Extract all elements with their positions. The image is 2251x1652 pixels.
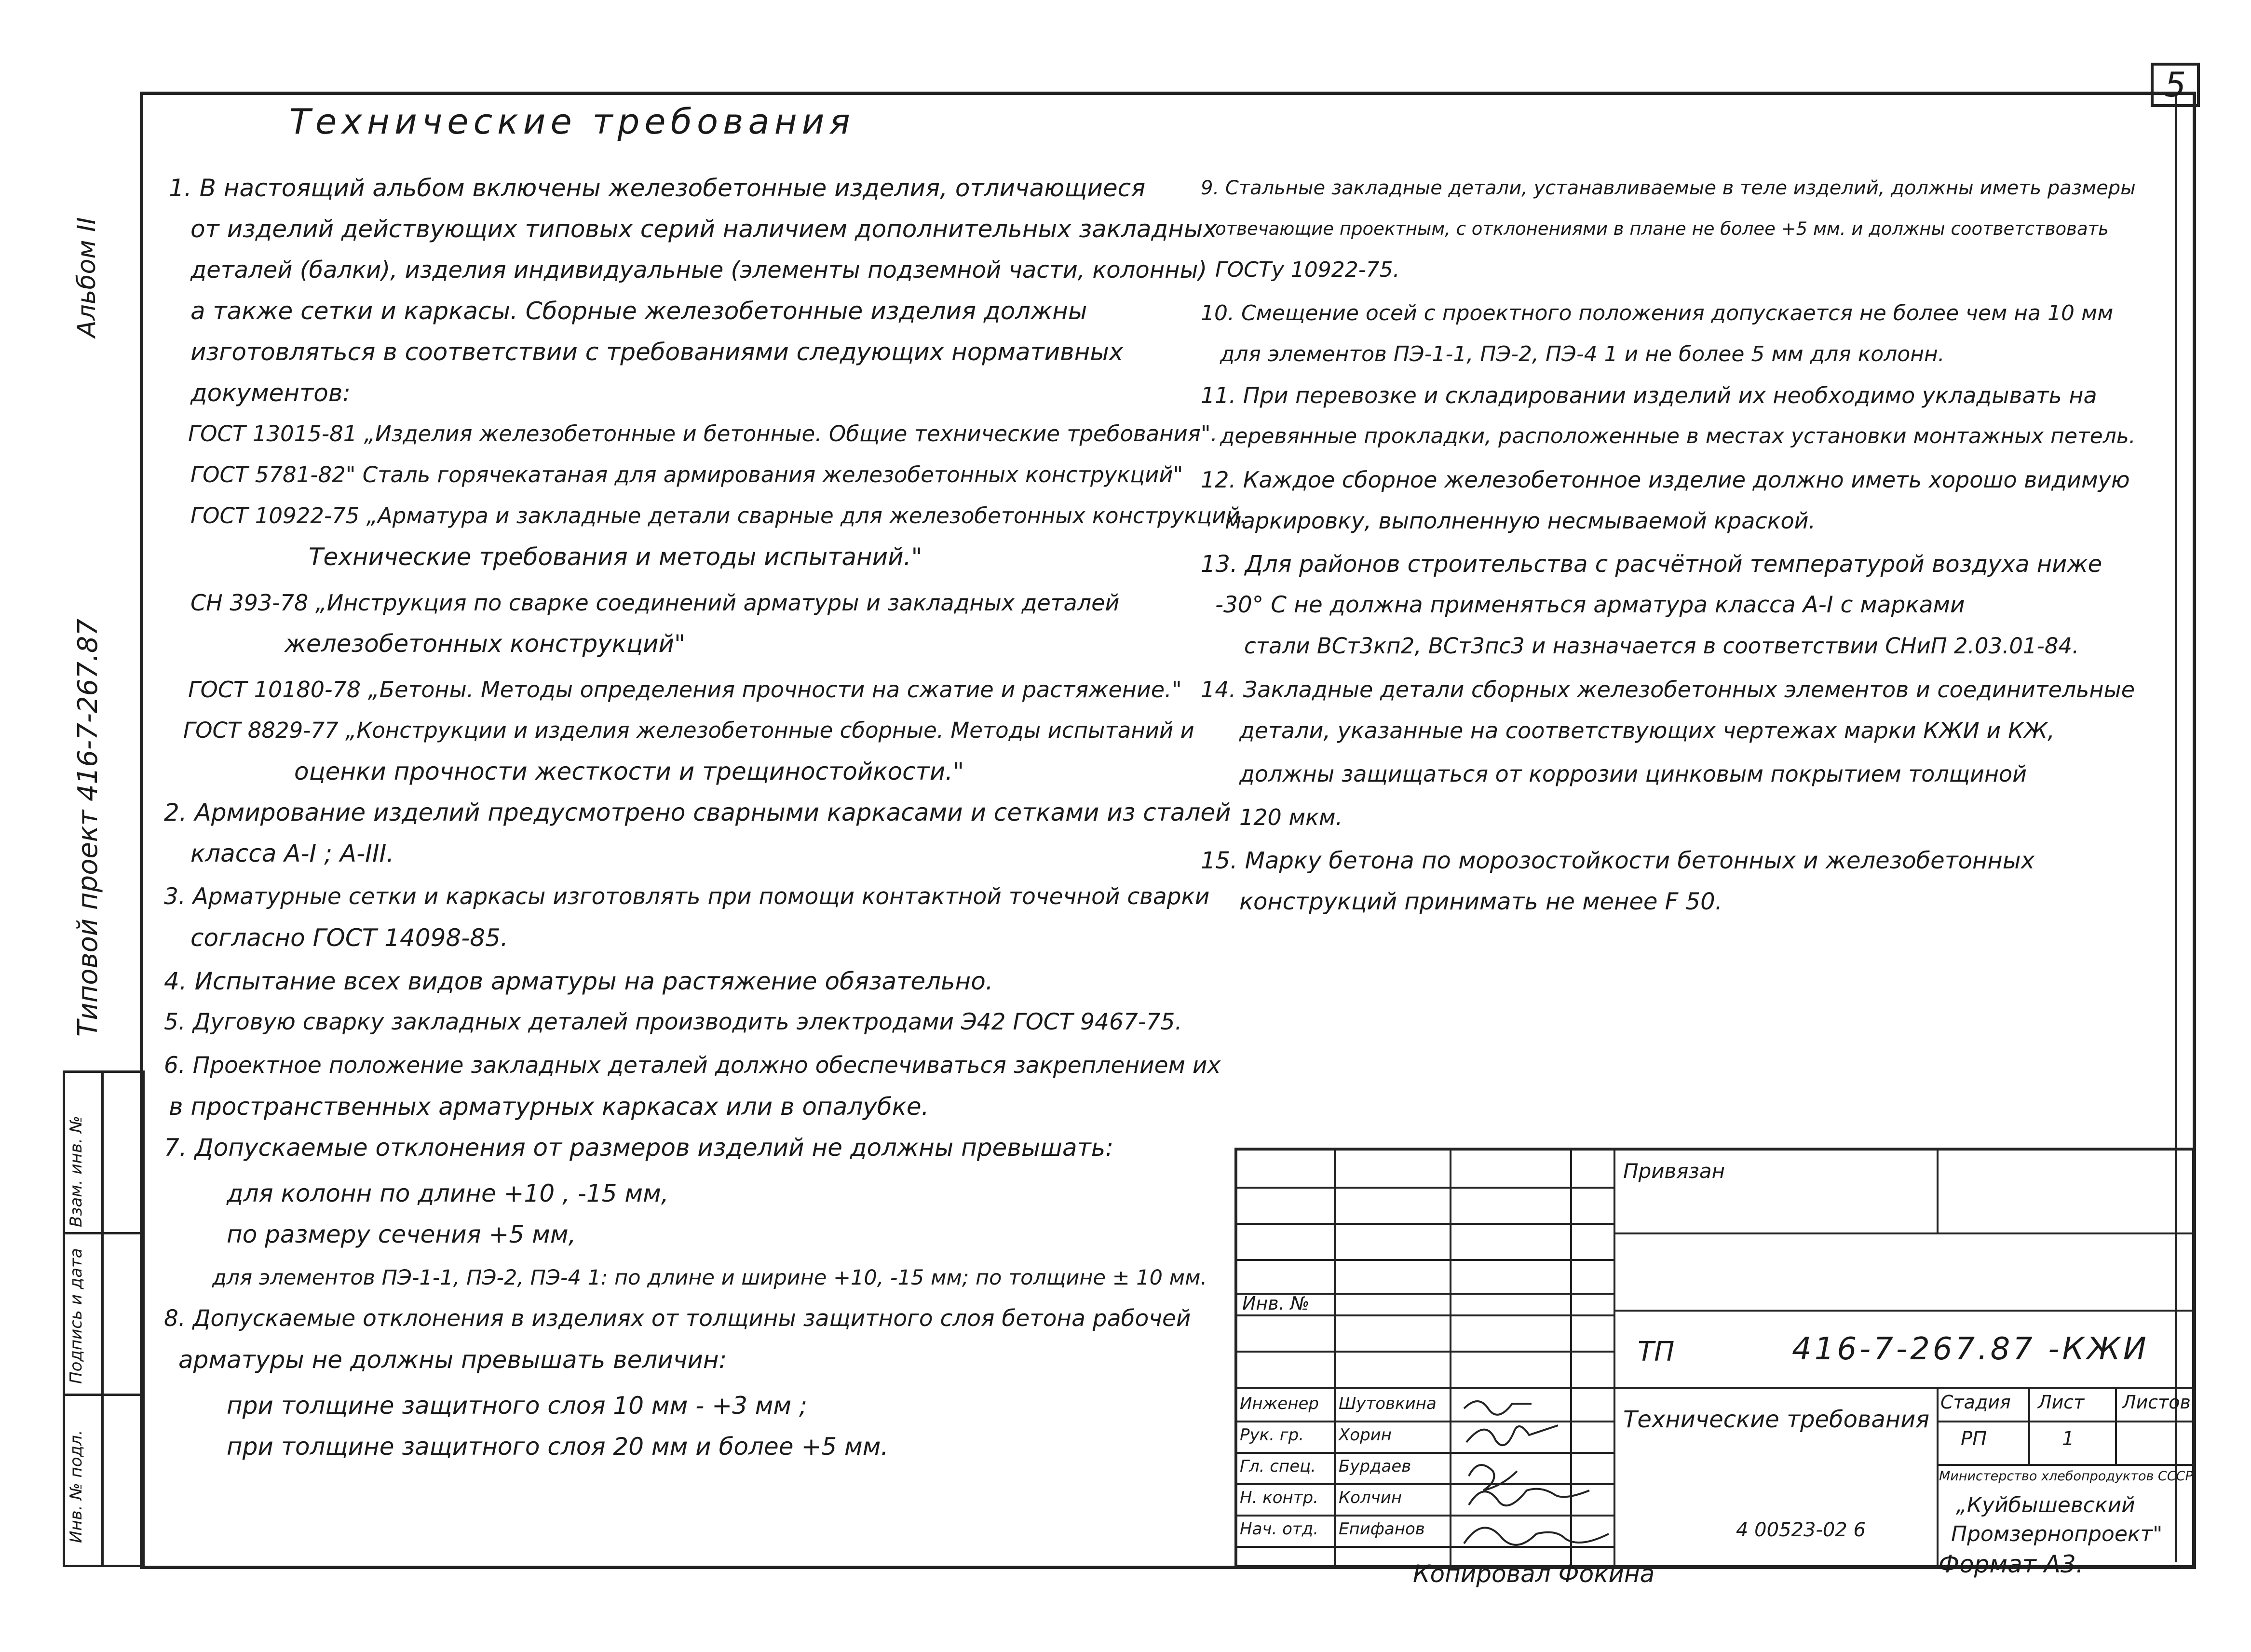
right-line: стали ВСт3кп2, ВСт3пс3 и назначается в соответствии СНиП 2.03.01-84. [1244,633,2079,659]
left-line: Технические требования и методы испытаний." [309,543,922,571]
right-line: 10. Смещение осей с проектного положения допускается не более чем на 10 мм [1201,301,2114,325]
grid-line [2115,1387,2117,1464]
strip-label-vzam: Взам. инв. № [67,1116,86,1227]
left-line: в пространственных арматурных каркасах или в опалубке. [169,1093,929,1121]
person-name: Епифанов [1339,1519,1425,1539]
left-line: 1. В настоящий альбом включены железобетонные изделия, отличающиеся [169,174,1146,202]
document-title: Технические требования [1623,1406,1930,1433]
left-line: ГОСТ 5781-82" Сталь горячекатаная для армирования железобетонных конструкций" [190,462,1183,487]
grid-line [1614,1310,2192,1312]
role-label: Рук. гр. [1240,1425,1304,1445]
person-name: Бурдаев [1339,1457,1411,1476]
strip-label-podpis: Подпись и дата [67,1248,86,1384]
stadia-value: РП [1961,1428,1987,1450]
left-line: изготовляться в соответствии с требованиями следующих нормативных [190,338,1124,366]
right-line: 9. Стальные закладные детали, устанавливаемые в теле изделий, должны иметь размеры [1201,177,2136,199]
right-line: 13. Для районов строительства с расчётной температурой воздуха ниже [1201,551,2102,578]
left-line: по размеру сечения +5 мм, [227,1220,576,1248]
left-line: СН 393-78 „Инструкция по сварке соединений арматуры и закладных деталей [190,590,1120,616]
copied-by: Копировал Фокина [1413,1560,1655,1588]
right-line: маркировку, выполненную несмываемой краской. [1225,508,1816,534]
left-line: оценки прочности жесткости и трещиностойкости." [294,758,964,785]
left-line: при толщине защитного слоя 10 мм - +3 мм ; [227,1392,807,1420]
grid-line [1450,1151,1451,1565]
left-line: для колонн по длине +10 , -15 мм, [227,1179,669,1207]
ministry-name: Министерство хлебопродуктов СССР [1939,1469,2193,1484]
sheet-number: 5 [2151,63,2200,107]
right-line: детали, указанные на соответствующих чертежах марки КЖИ и КЖ, [1239,718,2055,744]
role-label: Н. контр. [1240,1488,1318,1507]
left-line: железобетонных конструкций" [285,630,686,658]
grid-line [1237,1314,1614,1316]
grid-line [1237,1259,1614,1261]
grid-line [1614,1151,1615,1565]
left-line: 2. Армирование изделий предусмотрено сварными каркасами и сетками из сталей [164,799,1231,826]
grid-line [1614,1232,2192,1234]
left-line: согласно ГОСТ 14098-85. [190,924,508,952]
left-line: ГОСТ 10922-75 „Арматура и закладные детали сварные для железобетонных конструкций. [190,503,1247,528]
left-line: а также сетки и каркасы. Сборные железобетонные изделия должны [190,297,1087,325]
right-line: отвечающие проектным, с отклонениями в плане не более +5 мм. и должны соответствовать [1215,218,2109,239]
left-line: деталей (балки), изделия индивидуальные (элементы подземной части, колонны) [190,257,1207,284]
tp-label: ТП [1638,1336,1675,1368]
left-line: ГОСТ 13015-81 „Изделия железобетонные и бетонные. Общие технические требования". [188,421,1218,447]
stadia-header: Стадия [1940,1392,2011,1413]
document-designation: 416-7-267.87 -КЖИ [1792,1331,2149,1367]
grid-line [1334,1151,1336,1565]
left-line: 6. Проектное положение закладных деталей должно обеспечиваться закреплением их [164,1052,1221,1079]
right-line: 12. Каждое сборное железобетонное изделие должно иметь хорошо видимую [1201,467,2130,493]
list-header: Лист [2038,1392,2085,1413]
right-line: деревянные прокладки, расположенные в местах установки монтажных петель. [1220,424,2136,448]
privyazan-label: Привязан [1623,1159,1725,1183]
grid-line [1937,1464,2192,1466]
left-line: 7. Допускаемые отклонения от размеров изделий не должны превышать: [164,1134,1114,1162]
grid-line [1237,1387,2192,1389]
list-value: 1 [2062,1428,2075,1450]
strip-label-inv: Инв. № подл. [67,1430,86,1543]
album-label: Альбом II [72,217,101,338]
right-line: 11. При перевозке и складировании изделий их необходимо укладывать на [1201,382,2097,408]
left-line: 5. Дуговую сварку закладных деталей производить электродами Э42 ГОСТ 9467-75. [164,1009,1182,1035]
page-title: Технические требования [289,101,855,142]
signatures-image [1454,1389,1614,1563]
role-label: Инженер [1240,1394,1319,1413]
right-line: 14. Закладные детали сборных железобетонных элементов и соединительные [1201,677,2135,703]
left-line: 3. Арматурные сетки и каркасы изготовлять при помощи контактной точечной сварки [164,883,1210,910]
grid-line [2028,1387,2030,1464]
inv-no-label: Инв. № [1242,1293,1310,1314]
right-line: для элементов ПЭ-1-1, ПЭ-2, ПЭ-4 1 и не более 5 мм для колонн. [1220,342,1945,366]
left-line: при толщине защитного слоя 20 мм и более +5 мм. [227,1433,889,1461]
left-line: для элементов ПЭ-1-1, ПЭ-2, ПЭ-4 1: по длине и ширине +10, -15 мм; по толщине ± 10 мм. [212,1266,1207,1290]
grid-line [1237,1187,1614,1189]
role-label: Нач. отд. [1240,1519,1319,1539]
right-line: должны защищаться от коррозии цинковым покрытием толщиной [1239,761,2027,787]
left-line: арматуры не должны превышать величин: [178,1346,727,1374]
grid-line [1937,1387,1939,1565]
left-line: ГОСТ 10180-78 „Бетоны. Методы определения прочности на сжатие и растяжение." [188,677,1182,703]
paper-format: Формат А3. [1939,1550,2084,1578]
title-block [1234,1148,2195,1568]
left-line: 4. Испытание всех видов арматуры на растяжение обязательно. [164,967,993,995]
left-line: документов: [190,379,351,407]
right-line: ГОСТу 10922-75. [1215,257,1400,282]
person-name: Колчин [1339,1488,1402,1507]
left-line: класса А-I ; А-III. [190,840,394,867]
listov-header: Листов [2122,1392,2191,1413]
person-name: Шутовкина [1339,1394,1437,1413]
person-name: Хорин [1339,1425,1392,1445]
left-line: 8. Допускаемые отклонения в изделиях от толщины защитного слоя бетона рабочей [164,1305,1191,1332]
right-line: 15. Марку бетона по морозостойкости бетонных и железобетонных [1201,847,2035,874]
right-line: конструкций принимать не менее F 50. [1239,888,1722,915]
left-line: ГОСТ 8829-77 „Конструкции и изделия железобетонные сборные. Методы испытаний и [183,718,1194,743]
role-label: Гл. спец. [1240,1457,1316,1476]
grid-line [1937,1151,1939,1232]
grid-line [1937,1421,2192,1422]
grid-line [1237,1223,1614,1225]
left-line: от изделий действующих типовых серий наличием дополнительных закладных [190,215,1217,243]
right-line: -30° С не должна применяться арматура класса А-I с марками [1215,592,1965,618]
project-label: Типовой проект 416-7-267.87 [72,619,104,1037]
right-line: 120 мкм. [1239,804,1343,830]
grid-line [1237,1351,1614,1353]
organization-line-2: Промзернопроект" [1951,1522,2163,1546]
organization-line-1: „Куйбышевский [1956,1493,2135,1517]
document-code: 4 00523-02 6 [1736,1519,1866,1541]
